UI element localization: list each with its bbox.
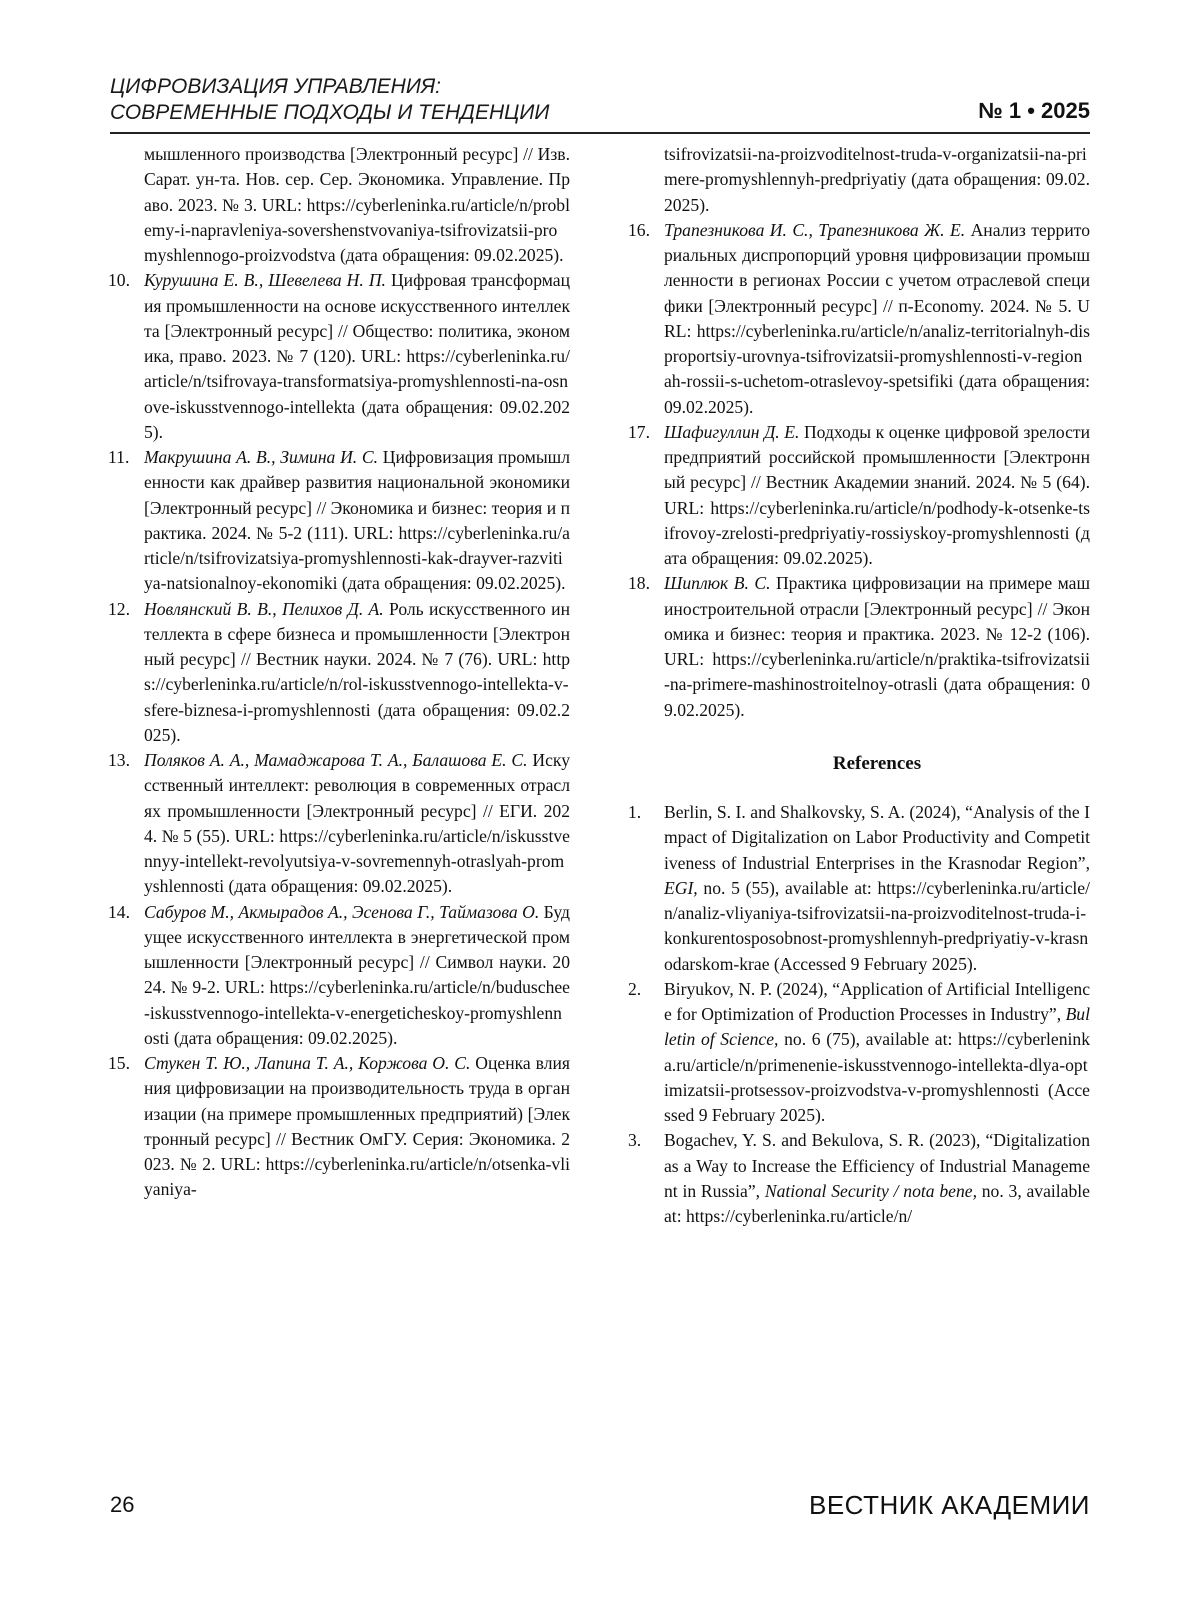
reference-item	[108, 900, 570, 1052]
reference-number: 15.	[108, 1053, 130, 1073]
references-heading: References	[832, 752, 922, 774]
reference-number: 3.	[628, 1130, 642, 1151]
reference-authors: Новлянский В. В., Пелихов Д. А.	[144, 598, 384, 619]
reference-authors: Трапезникова И. С., Трапезникова Ж. Е.	[664, 219, 966, 240]
reference-number: 14.	[108, 901, 130, 922]
reference-item	[628, 571, 1090, 723]
reference-item	[108, 597, 570, 749]
issue-number: № 1 • 2025	[978, 98, 1090, 123]
reference-details: no. 3, available at: https://cyberleninka.ru/article/n/	[664, 1180, 1090, 1226]
reference-number: 1.	[628, 802, 642, 822]
page-number: 26	[110, 1492, 135, 1517]
reference-text: Искусственный интеллект: революция в современных отраслях промышленности [Электронный ресурс] // ЕГИ. 2024. № 5 (55). URL: https://cyberleninka.ru/article/n/iskusstvennyy-intellekt-revolyutsiya-v-sovremennyh-otraslyah-promyshlennosti (дата обращения: 09.02.2025).	[144, 750, 570, 897]
reference-text: Подходы к оценке цифровой зрелости предприятий российской промышленности [Электронный ресурс] // Вестник Академии знаний. 2024. № 5 (64). URL: https://cyberleninka.ru/article/n/podhody-k-otsenke-tsifrovoy-zrelosti-predpriyatiy-rossiyskoy-promyshlennosti (дата обращения: 09.02.2025).	[664, 421, 1090, 568]
reference-source: National Security / nota bene,	[764, 1180, 977, 1201]
reference-text: Будущее искусственного интеллекта в энергетической промышленности [Электронный ресурс] // Символ науки. 2024. № 9-2. URL: https://cyberleninka.ru/article/n/buduschee-iskusstvennogo-intellekta-v-energeticheskoy-promyshlennosti (дата обращения: 09.02.2025).	[144, 901, 570, 1048]
right-column	[628, 142, 1090, 1229]
reference-number: 10.	[108, 270, 130, 291]
reference-text: Практика цифровизации на примере машиностроительной отрасли [Электронный ресурс] // Экономика и бизнес: теория и практика. 2023. № 12-2 (106). URL: https://cyberleninka.ru/article/n/praktika-tsifrovizatsii-na-primere-mashinostroitelnoy-otrasli (дата обращения: 09.02.2025).	[664, 573, 1090, 720]
reference-continuation: мышленного производства [Электронный ресурс] // Изв. Сарат. ун-та. Нов. сер. Сер. Экономика. Управление. Право. 2023. № 3. URL: https://cyberleninka.ru/article/n/problemy-i-napravleniya-sovershenstvovaniya-tsifrovizatsii-promyshlennogo-proizvodstva (дата обращения: 09.02.2025).	[144, 144, 570, 265]
reference-authors: Поляков А. А., Мамаджарова Т. А., Балашова Е. С.	[144, 750, 528, 770]
reference-number: 13.	[108, 750, 130, 770]
reference-details: no. 6 (75), available at: https://cyberleninka.ru/article/n/primenenie-iskusstvennogo-intellekta-dlya-optimizatsii-protsessov-proizvodstva-v-promyshlennosti (Accessed 9 February 2025).	[664, 1029, 1090, 1125]
reference-item	[108, 748, 570, 900]
running-footer	[110, 1488, 1090, 1528]
reference-text: Роль искусственного интеллекта в сфере бизнеса и промышленности [Электронный ресурс] // Вестник науки. 2024. № 7 (76). URL: https://cyberleninka.ru/article/n/rol-iskusstvennogo-intellekta-v-sfere-biznesa-i-promyshlennosti (дата обращения: 09.02.2025).	[144, 598, 570, 745]
footer-journal-name: ВЕСТНИК АКАДЕМИИ	[809, 1490, 1090, 1520]
reference-item	[108, 268, 570, 445]
reference-continuation: tsifrovizatsii-na-proizvoditelnost-truda-v-organizatsii-na-primere-promyshlennyh-predpriyatiy (дата обращения: 09.02.2025).	[664, 144, 1090, 215]
running-header	[110, 70, 1090, 134]
reference-text: Цифровизация промышленности как драйвер развития национальной экономики [Электронный ресурс] // Экономика и бизнес: теория и практика. 2024. № 5-2 (111). URL: https://cyberleninka.ru/article/n/tsifrovizatsiya-promyshlennosti-kak-drayver-razvitiya-natsionalnoy-ekonomiki (дата обращения: 09.02.2025).	[144, 447, 570, 594]
reference-text: Цифровая трансформация промышленности на основе искусственного интеллекта [Электронный ресурс] // Общество: политика, экономика, право. 2023. № 7 (120). URL: https://cyberleninka.ru/article/n/tsifrovaya-transformatsiya-promyshlennosti-na-osnove-iskusstvennogo-intellekta (дата обращения: 09.02.2025).	[144, 270, 570, 442]
left-column	[108, 142, 570, 1203]
reference-source: EGI,	[664, 877, 698, 898]
reference-number: 17.	[628, 421, 650, 442]
english-reference-item	[628, 977, 1090, 1129]
section-title-line-1: ЦИФРОВИЗАЦИЯ УПРАВЛЕНИЯ:	[110, 75, 441, 98]
reference-authors: Сабуров М., Акмырадов А., Эсенова Г., Таймазова О.	[144, 901, 540, 922]
english-reference-item	[628, 1128, 1090, 1229]
journal-section-title	[110, 74, 549, 126]
reference-authors: Курушина Е. В., Шевелева Н. П.	[144, 270, 386, 291]
section-title-line-2: СОВРЕМЕННЫЕ ПОДХОДЫ И ТЕНДЕНЦИИ	[110, 101, 550, 124]
reference-text: Оценка влияния цифровизации на производительность труда в организации (на примере промышленных предприятий) [Электронный ресурс] // Вестник ОмГУ. Серия: Экономика. 2023. № 2. URL: https://cyberleninka.ru/article/n/otsenka-vliyaniya-	[144, 1053, 570, 1200]
english-reference-item	[628, 800, 1090, 977]
reference-text: Biryukov, N. P. (2024), “Application of Artificial Intelligence for Optimization of Production Processes in Industry”,	[664, 978, 1090, 1024]
reference-number: 11.	[108, 447, 130, 467]
reference-item	[108, 1051, 570, 1203]
reference-authors: Стукен Т. Ю., Лапина Т. А., Коржова О. С.	[144, 1053, 471, 1073]
reference-number: 18.	[628, 573, 650, 594]
reference-item	[108, 445, 570, 597]
reference-item	[628, 218, 1090, 420]
reference-authors: Шафигуллин Д. Е.	[664, 421, 800, 442]
reference-number: 2.	[628, 978, 642, 999]
reference-item	[628, 420, 1090, 572]
reference-number: 12.	[108, 598, 130, 619]
reference-source: Bulletin of Science,	[664, 1004, 1090, 1050]
reference-number: 16.	[628, 219, 650, 240]
reference-authors: Шиплюк В. С.	[664, 573, 771, 594]
reference-text: Bogachev, Y. S. and Bekulova, S. R. (2023), “Digitalization as a Way to Increase the Efficiency of Industrial Management in Russia”,	[664, 1130, 1090, 1201]
reference-text: Berlin, S. I. and Shalkovsky, S. A. (2024), “Analysis of the Impact of Digitalization on Labor Productivity and Competitiveness of Industrial Enterprises in the Krasnodar Region”,	[664, 802, 1090, 873]
reference-authors: Макрушина А. В., Зимина И. С.	[144, 447, 379, 467]
reference-details: no. 5 (55), available at: https://cyberleninka.ru/article/n/analiz-vliyaniya-tsifrovizatsii-na-proizvoditelnost-truda-i-konkurentosposobnost-promyshlennyh-predpriyatiy-v-krasnodarskom-krae (Accessed 9 February 2025).	[664, 877, 1090, 974]
reference-text: Анализ территориальных диспропорций уровня цифровизации промышленности в регионах России с учетом отраслевой специфики [Электронный ресурс] // п-Economy. 2024. № 5. URL: https://cyberleninka.ru/article/n/analiz-territorialnyh-disproportsiy-urovnya-tsifrovizatsii-promyshlennosti-v-regionah-rossii-s-uchetom-otraslevoy-spetsifiki (дата обращения: 09.02.2025).	[664, 219, 1090, 417]
